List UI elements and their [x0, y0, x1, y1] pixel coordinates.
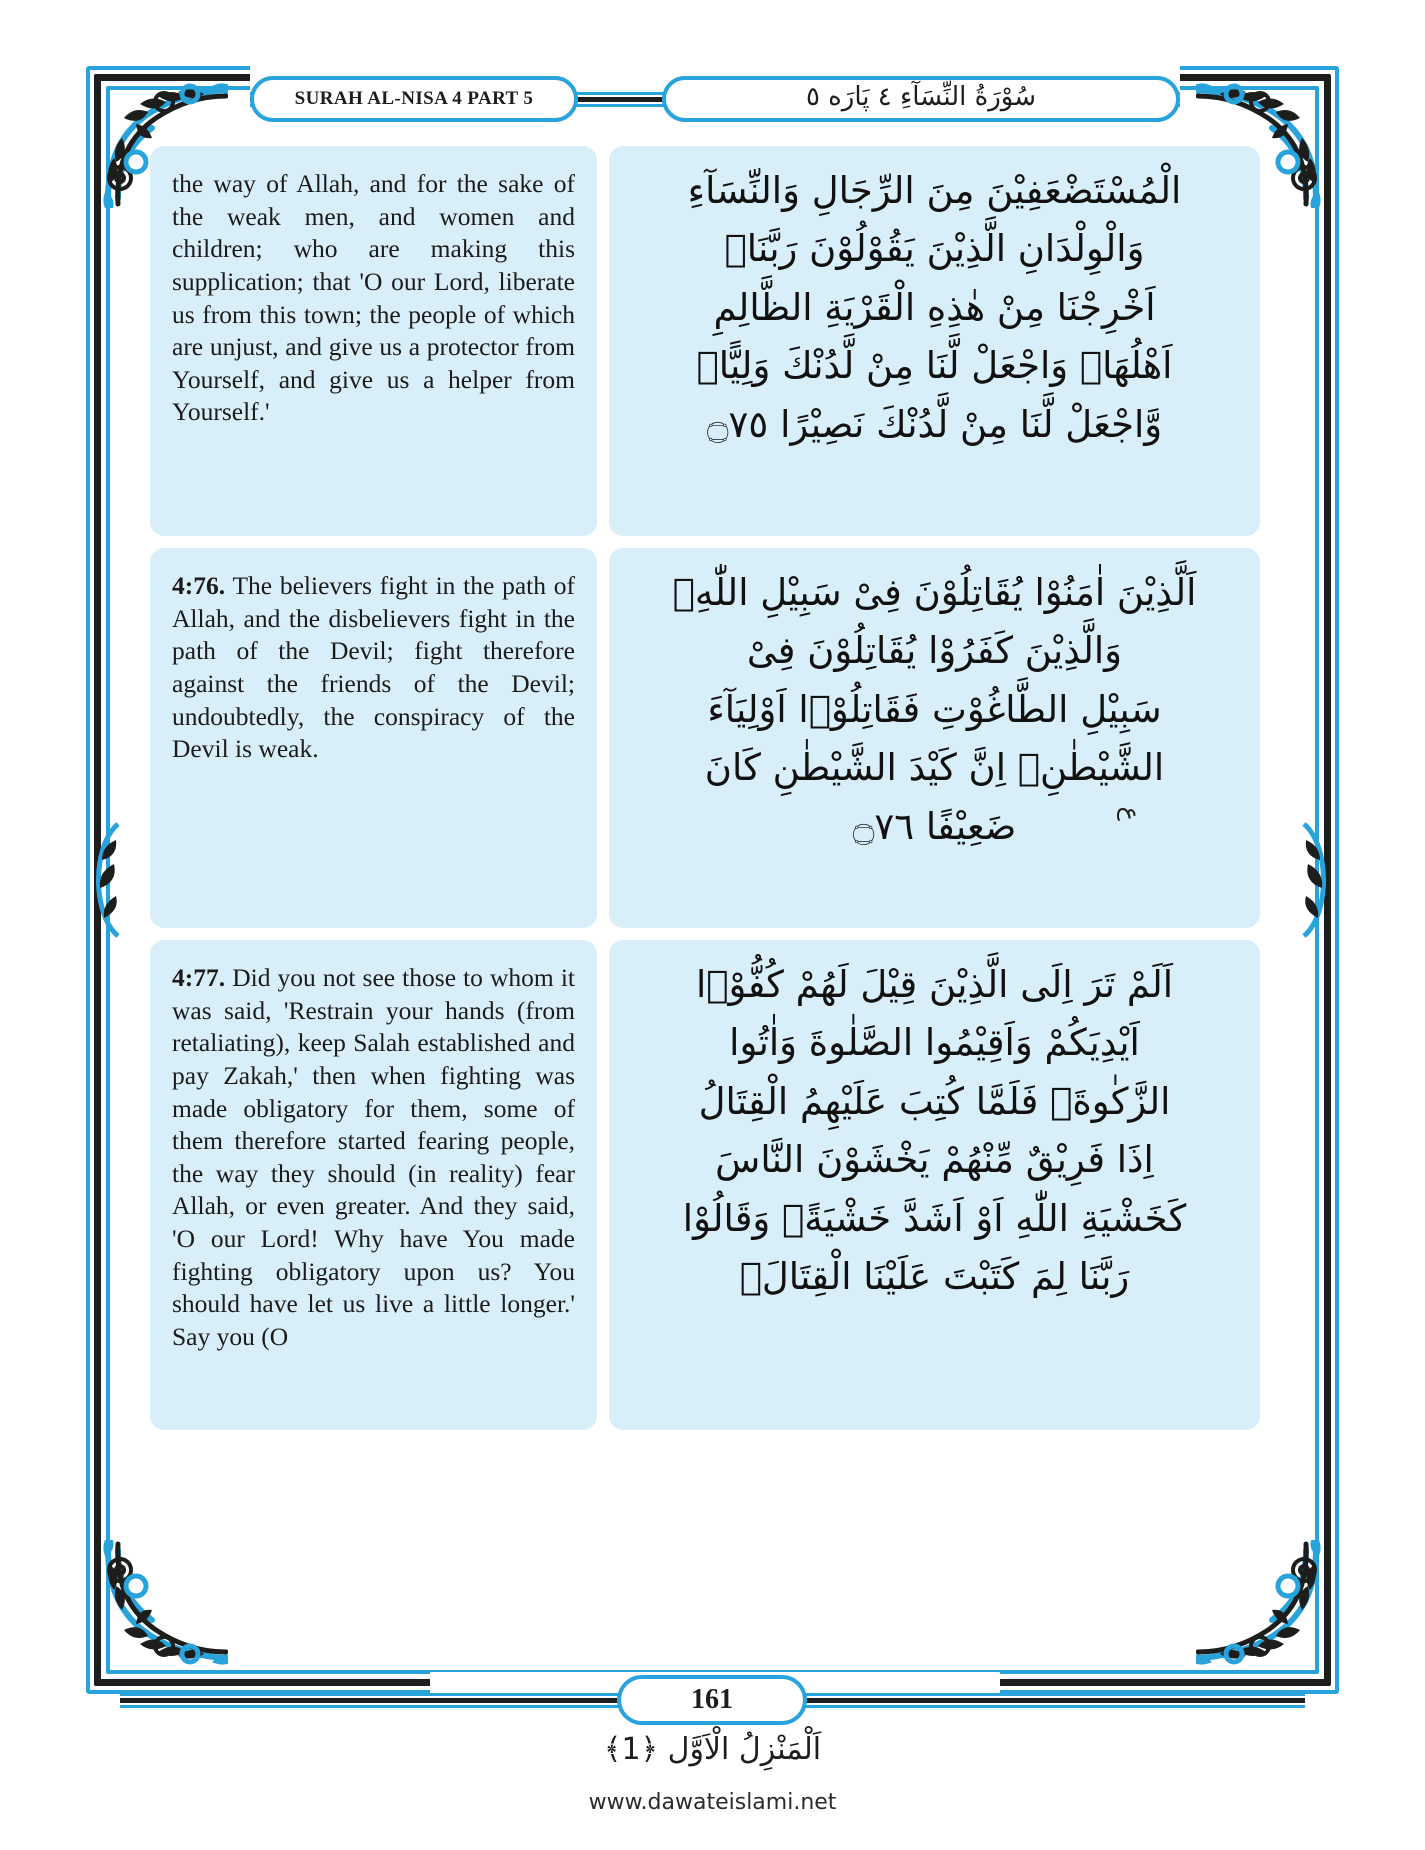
arabic-line: اَهْلُهَاۚ وَاجْعَلْ لَّنَا مِنْ لَّدُنْكَ وَلِيًّاۙ: [696, 344, 1173, 388]
arabic-line: اَيْدِيَكُمْ وَاَقِيْمُوا الصَّلٰوةَ وَاٰتُوا: [729, 1021, 1140, 1065]
arabic-verse-box: [609, 548, 1260, 928]
arabic-verse-box: [609, 940, 1260, 1430]
arabic-line: الشَّيْطٰنِۚ اِنَّ كَيْدَ الشَّيْطٰنِ كَانَ: [704, 746, 1165, 790]
english-translation-text: The believers fight in the path of Allah, and the disbelievers fight in the path of the Devil; fight therefore against the friends of the Devil; undoubtedly, the conspiracy of the Devil is weak.: [172, 571, 575, 764]
corner-ornament-top-right: [1196, 58, 1346, 208]
english-translation-box: [150, 940, 597, 1430]
arabic-line: الزَّكٰوةَۚ فَلَمَّا كُتِبَ عَلَيْهِمُ الْقِتَالُ: [698, 1079, 1171, 1123]
corner-ornament-top-left: [78, 58, 228, 208]
arabic-line: ضَعِيْفًا ۝٧٦: [852, 804, 1017, 848]
page-header: [250, 76, 1180, 122]
arabic-line: اَلَمْ تَرَ اِلَى الَّذِيْنَ قِيْلَ لَهُمْ كُفُّوْۤا: [695, 963, 1174, 1006]
english-translation-text: the way of Allah, and for the sake of the weak men, and women and children; who are making this supplication; that 'O our Lord, liberate us from this town; the people of which are unjust, and give us a protector from Yourself, and give us a helper from Yourself.': [172, 169, 575, 427]
english-translation-text: Did you not see those to whom it was said, 'Restrain your hands (from retaliating), keep Salah established and pay Zakah,' then when fighting was made obligatory for them, some of them therefore started fearing people, the way they should (in reality) fear Allah, or even greater. And they said, 'O our Lord! Why have You made fighting obligatory upon us? You should have let us live a little longer.' Say you (O: [172, 963, 576, 1351]
side-ornament-left: [74, 820, 134, 940]
verse-row: [150, 940, 1260, 1430]
side-ornament-right: [1288, 820, 1348, 940]
website-url[interactable]: www.dawateislami.net: [588, 1790, 837, 1815]
page-number-cartouche: [617, 1675, 807, 1725]
manzil-label: اَلْمَنْزِلُ الْاَوَّل ﴿1﴾: [603, 1732, 822, 1767]
arabic-line: اِذَا فَرِيْقٌ مِّنْهُمْ يَخْشَوْنَ النَّاسَ: [715, 1138, 1154, 1182]
arabic-line: الْمُسْتَضْعَفِيْنَ مِنَ الرِّجَالِ وَالنِّسَآءِ: [687, 169, 1182, 212]
arabic-line: كَخَشْيَةِ اللّٰهِ اَوْ اَشَدَّ خَشْيَةًۚ وَقَالُوْا: [682, 1196, 1187, 1240]
verse-columns: [150, 146, 1260, 1426]
page-number: 161: [691, 1684, 733, 1715]
arabic-line: وَالْوِلْدَانِ الَّذِيْنَ يَقُوْلُوْنَ رَبَّنَاۤ: [724, 227, 1145, 271]
arabic-line: اَلَّذِيْنَ اٰمَنُوْا يُقَاتِلُوْنَ فِیْ سَبِيْلِ اللّٰهِۚ: [672, 571, 1197, 614]
arabic-line: وَالَّذِيْنَ كَفَرُوْا يُقَاتِلُوْنَ فِیْ: [746, 629, 1123, 673]
arabic-line: سَبِيْلِ الطَّاغُوْتِ فَقَاتِلُوْۤا اَوْلِيَآءَ: [707, 687, 1162, 731]
verse-number: 4:77.: [172, 963, 226, 992]
corner-ornament-bottom-left: [78, 1540, 228, 1690]
corner-ornament-bottom-right: [1196, 1540, 1346, 1690]
ruku-marker: ع: [1116, 806, 1145, 821]
arabic-line: اَخْرِجْنَا مِنْ هٰذِهِ الْقَرْيَةِ الظَّالِمِ: [713, 285, 1156, 329]
surah-title-cartouche-arabic: [662, 76, 1180, 122]
verse-row: [150, 146, 1260, 536]
page-footer: [120, 1676, 1305, 1724]
surah-title-english: SURAH AL-NISA 4 PART 5: [294, 88, 534, 109]
arabic-verse-box: [609, 146, 1260, 536]
verse-row: [150, 548, 1260, 928]
surah-title-cartouche-english: [250, 76, 578, 122]
surah-title-arabic: سُوْرَةُ النِّسَآءِ ٤ پَارَه ٥: [805, 82, 1037, 112]
arabic-line: رَبَّنَا لِمَ كَتَبْتَ عَلَيْنَا الْقِتَالَۚ: [739, 1255, 1130, 1299]
english-translation-box: [150, 548, 597, 928]
verse-number: 4:76.: [172, 571, 226, 600]
arabic-line: وَّاجْعَلْ لَّنَا مِنْ لَّدُنْكَ نَصِيْرًا ۝٧٥: [706, 402, 1163, 446]
